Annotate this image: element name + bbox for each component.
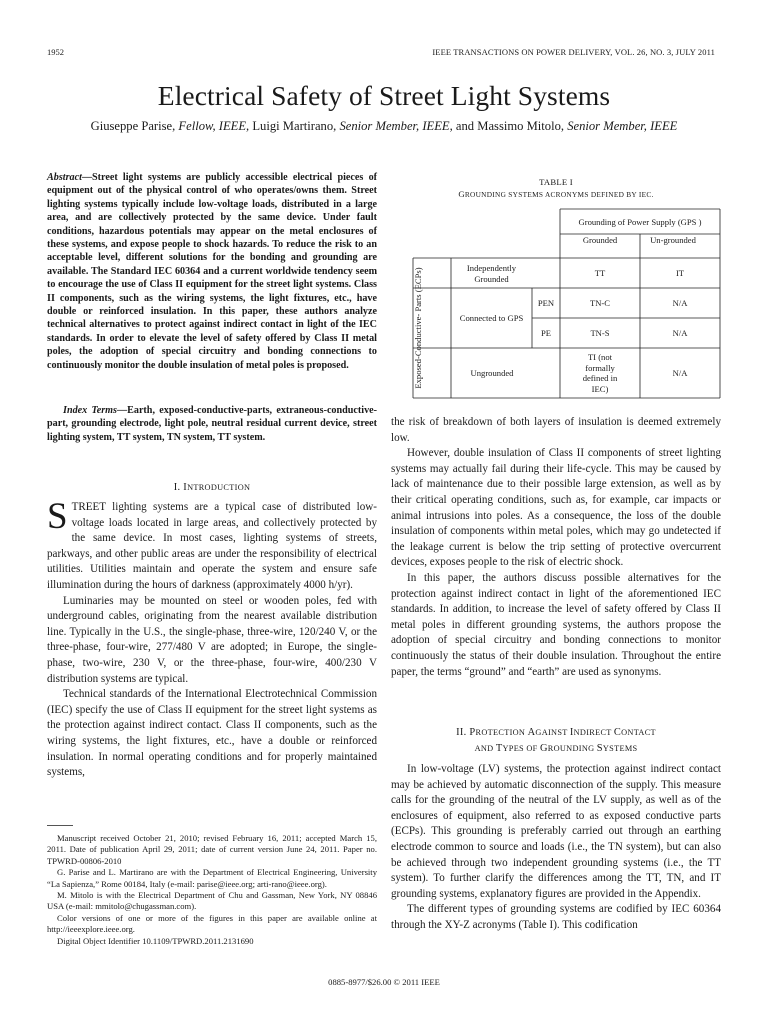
section-heading-initial: I xyxy=(183,482,188,493)
heading-smallcaps: YSTEMS xyxy=(602,744,638,753)
table-cell-ti xyxy=(574,348,626,398)
heading-smallcaps: GAINST xyxy=(535,728,570,737)
author-role: Senior Member, IEEE, xyxy=(339,119,453,133)
table-title xyxy=(391,188,721,201)
paragraph xyxy=(47,496,377,594)
table-cell-text: Grounding of Power Supply (GPS ) xyxy=(578,216,702,227)
index-terms-text: —Earth, exposed-conductive-parts, extraneous-conductive-part, grounding electrode, light pole, neutral residual current device, street lighting system, TT system, TN system, TT system. xyxy=(47,405,377,443)
heading-initial: P xyxy=(469,727,476,738)
heading-smallcaps: NDIRECT xyxy=(573,728,614,737)
heading-smallcaps: YPES OF xyxy=(502,744,540,753)
section-heading-line xyxy=(391,741,721,757)
section-heading-line xyxy=(391,725,721,741)
author-line xyxy=(0,119,768,134)
table-title-smallcaps: ROUNDING SYSTEMS ACRONYMS DEFINED BY IEC. xyxy=(464,190,654,199)
section-heading-protection xyxy=(391,725,721,757)
heading-initial: I xyxy=(569,727,574,738)
paragraph: the risk of breakdown of both layers of insulation is deemed extremely low. xyxy=(391,416,721,444)
author-role: Senior Member, IEEE xyxy=(567,119,678,133)
heading-initial: S xyxy=(596,743,603,754)
paragraph: In this paper, the authors discuss possible alternatives for the protection against indirect contact in light of the aforementioned IEC standards. In addition, to increase the level of safety offered by Class II metal poles in different grounding systems, the authors propose the adoption of special circuitry and bonding connections to monitor continuously the status of their double insulation. Throughout the entire paper, the terms “ground” and “earth” are used as synonyms. xyxy=(391,571,721,678)
copyright-footer: 0885-8977/$26.00 © 2011 IEEE xyxy=(328,977,440,987)
table-cell-gps-header xyxy=(562,210,718,234)
section-heading-smallcaps: NTRODUCTION xyxy=(187,483,251,492)
author-name: Giuseppe Parise, xyxy=(90,119,176,133)
heading-initial: G xyxy=(539,743,548,754)
heading-initial: C xyxy=(613,727,622,738)
footnote: Color versions of one or more of the figures in this paper are available online at http://ieeexplore.ieee.org. xyxy=(47,912,377,935)
table-cell-tns xyxy=(560,318,640,348)
introduction-body xyxy=(47,496,377,781)
footnote: Digital Object Identifier 10.1109/TPWRD.2011.2131690 xyxy=(57,935,254,946)
abstract xyxy=(47,171,377,372)
paragraph: Luminaries may be mounted on steel or wooden poles, fed with underground cables, originating from the nearest available distribution line. Typically in the U.S., the single-phase, three-wire, 120/240 V, or the three-phase, four-wire, 277/480 V are adopted; in Europe, the single-phase, two-wire, 230 V, or the three-phase, four-wire, 400/230 V distribution systems are typical. xyxy=(47,594,377,685)
table-cell-text: TI (not formally defined in IEC) xyxy=(582,352,618,394)
table-cell-na xyxy=(640,348,720,398)
table-cell-text: PE xyxy=(540,328,552,338)
table-cell-text: TT xyxy=(594,268,606,278)
heading-smallcaps: ROUNDING xyxy=(547,744,597,753)
page-number: 1952 xyxy=(47,47,64,57)
paragraph: The different types of grounding systems are codified by IEC 60364 through the XY-Z acronyms (Table I). This codification xyxy=(391,903,721,931)
paragraph: However, double insulation of Class II components of street lighting systems may actually fail during their life-cycle. This may be caused by lack of maintenance due to their possible large extension, as well as by their critical operating conditions, such as, for example, car impacts or animal intrusions into poles. As a consequence, the loss of the double insulation of components within metal poles, which may go undetected if the leakage current is below the trip setting of protective overcurrent devices, exposes people to the risk of electric shock. xyxy=(391,447,721,569)
table-row-independently xyxy=(452,259,531,288)
table-cell-na xyxy=(640,318,720,348)
paragraph: Technical standards of the International Electrotechnical Commission (IEC) specify the use of Class II equipment for the street light systems as the protection against indirect contact. Class II components, such as the wiring systems, the light fixtures, etc., have a double or reinforced insulation. In normal operating conditions and for properly maintained systems, xyxy=(47,688,377,779)
table-cell-text: TN-S xyxy=(590,328,610,338)
table-cell-text: N/A xyxy=(672,298,688,308)
table-cell-text: N/A xyxy=(672,328,688,338)
table-cell-text: Grounded xyxy=(582,235,618,245)
right-column-body xyxy=(391,415,721,680)
section-heading-introduction xyxy=(47,480,377,496)
section2-body xyxy=(391,762,721,934)
footnote: G. Parise and L. Martirano are with the Department of Electrical Engineering, University “La Sapienza,” Rome 00184, Italy (e-mail: parise@ieee.org; arti-rano@ieee.org). xyxy=(47,867,377,889)
footnotes xyxy=(47,833,377,947)
table-cell-tt xyxy=(560,258,640,288)
table-cell-it xyxy=(640,258,720,288)
table-caption xyxy=(391,176,721,201)
table-cell-text: Ungrounded xyxy=(470,367,514,378)
table-row-axis-label xyxy=(408,258,428,398)
heading-initial: T xyxy=(495,743,503,754)
paragraph-text: TREET lighting systems are a typical case of distributed low-voltage loads located in large areas, and collectively protected by the same device. In most cases, lighting systems of streets, parkways, and other public areas are under the responsibility of electrical utilities. Utilities maintain and operate the system and ensure safe illumination during the hours of darkness (approximately 4000 h/yr). xyxy=(47,501,377,591)
section-number: I. xyxy=(173,482,181,493)
table-cell-text: Exposed-Conductive- Parts (ECPs) xyxy=(412,267,423,389)
drop-cap: S xyxy=(47,496,68,537)
abstract-label: Abstract xyxy=(47,172,82,183)
section-number: II. xyxy=(456,727,467,738)
author-name: Massimo Mitolo, xyxy=(477,119,565,133)
table-cell-text: IT xyxy=(675,268,685,278)
author-connector: and xyxy=(455,119,475,133)
table-col-ungrounded xyxy=(646,235,700,257)
paragraph: In low-voltage (LV) systems, the protection against indirect contact may be achieved by automatic disconnection of the supply. This measure calls for the grounding of the neutral of the LV supply, as well as of the enclosures of equipment, also referred to as exposed conductive parts (ECPs). This grounding is preferably carried out through an earthing electrode common to source and loads (i.e., the TN system), but can also be achieved through two independent grounding systems (i.e., the TT system). To further clarify the differences among the TT, TN, and IT grounding systems, explanatory figures are provided in the Appendix. xyxy=(391,763,721,900)
table-cell-text: TN-C xyxy=(589,298,611,308)
table-col-grounded xyxy=(560,234,640,246)
table-cell-text: N/A xyxy=(672,368,688,378)
footnote: Manuscript received October 21, 2010; revised February 16, 2011; accepted March 15, 2011. Date of publication April 29, 2011; date of current version June 24, 2011. Paper no. TPWRD-00806-2010 xyxy=(47,833,377,866)
abstract-text: —Street light systems are publicly accessible electrical pieces of equipment out of the physical control of who operates/owns them. Street lighting systems typically include low-voltage loads, distributed in a large area, and are collectively protected by the same device. Under fault conditions, hazardous potentials may appear on the metal enclosures of these systems, and expose people to shock hazards. To reduce the risk to an acceptable level, different solutions for the bonding and grounding are available. The Standard IEC 60364 and a current worldwide tendency seem to encourage the use of Class II equipment for the street light systems. Class II components, such as the wiring systems, the light fixtures, etc., have double or reinforced insulation. In this paper, these authors analyze technical alternatives to protect against indirect contact in light of the IEC standards. In order to elevate the level of safety offered by Class II metal poles, the adoption of special circuitry and bonding connections to continuously monitor the double insulation of metal poles is proposed. xyxy=(47,172,377,371)
heading-smallcaps: AND xyxy=(474,744,496,753)
table-cell-text: Un-grounded xyxy=(650,235,696,245)
table-cell-tnc xyxy=(560,288,640,318)
table-cell-text: PEN xyxy=(537,298,555,308)
table-cell-na xyxy=(640,288,720,318)
index-terms xyxy=(47,404,377,444)
author-role: Fellow, IEEE, xyxy=(178,119,250,133)
heading-smallcaps: ONTACT xyxy=(621,728,656,737)
table-title-initial: G xyxy=(458,189,465,199)
footnote-rule xyxy=(47,825,73,826)
journal-header: IEEE TRANSACTIONS ON POWER DELIVERY, VOL. 26, NO. 3, JULY 2011 xyxy=(432,47,715,57)
table-cell-text: Connected to GPS xyxy=(459,312,524,323)
table-row-connected xyxy=(452,288,531,348)
index-terms-label: Index Terms xyxy=(63,405,117,416)
table-row-pen xyxy=(532,288,560,318)
paper-title: Electrical Safety of Street Light Systems xyxy=(157,80,611,111)
table-row-pe xyxy=(532,318,560,348)
table-cell-text: Independently Grounded xyxy=(466,263,517,284)
table-number: TABLE I xyxy=(539,177,573,187)
heading-smallcaps: ROTECTION xyxy=(475,728,528,737)
heading-initial: A xyxy=(527,727,536,738)
table-row-ungrounded xyxy=(452,348,532,398)
author-name: Luigi Martirano, xyxy=(252,119,337,133)
footnote: M. Mitolo is with the Electrical Department of Chu and Gassman, New York, NY 08846 USA (e-mail: mmitolo@chugassman.com). xyxy=(47,890,377,912)
